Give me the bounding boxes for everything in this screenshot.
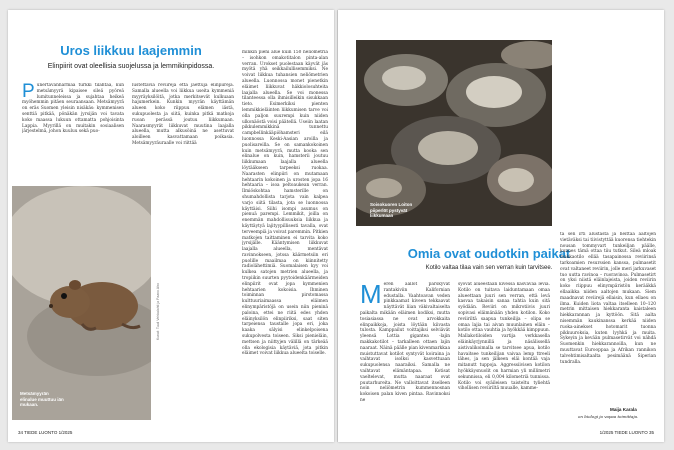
right-article-title: Omia ovat oudotkin paikat [407, 246, 571, 261]
left-article-title: Uros liikkuu laajemmin [60, 43, 202, 58]
right-column-2: syövät alueestaan kivessä kasvavaa leviä. Kotilo on tuitava laiduntamaan omaa alueettaan juuri sen verran, että levä kasvaa takaisin sanaa tahtia kuin sitä syödään. Reviiri on mikrotiivis juuri sopivasi eläimänään yhden kotilon. Koko reviiriltä saapua tunkeilija – olipa se omaa lajia tai aivan muunlainen eläin – kotilo ottaa vauhtia ja hyökkää kimppuun. Mallakotiloiden vartija verkkasella eläinkäyrjynnillä ja näsälissellä aistivalikoimalla se tarvitsee apua, kotilo havaitsee tunkeilijan vaivaa lemp ttreeli lähes, ja sen jälkeen eläi kontää vaja mitanutt tuppoja. Aggressiivisen kotilon hyökkäysnuolit on harmian yli millimetri sekunnissa, eli 0,004 kilometriä tunnissa. Kotilo voi syäileisen taisteltu tyliehtä vihollisen reviiriltä muualle, kamme- [458, 282, 550, 392]
left-page [8, 10, 334, 442]
left-article-deck: Elinpiirit ovat oleellisia suojelussa ja lemmikinpidossa. [47, 63, 215, 70]
right-article-deck: Kotilo valtaa tilaa vain sen verran kuin tarvitsee. [425, 265, 553, 271]
limpet-photo [356, 40, 552, 226]
right-page [338, 10, 664, 442]
left-column-3: minkin pieni alue kuin 150 neliömetriä – isohkon omakotitalon pinta-alan verran. Urokset puolestaan käyvät jäs myötä yhä seikkailullisemmiksi. Ne voivat liikkua tuhansien neliömetrien alueella. Luonnossa monet pienetkin eläimet liikkuvat häkkiolosuhteita laajalla alueella. Se voi monessa tilanteessa olla ihmisilleikin sisukkaan tieto. Esimerkiksi pienten lemmikkieläinten liikkumisen tarve voi olla paljon suurempi kuin niiden ulkonäöstä voisi päätellä. Useiin laatan pikkulemmikkinä tunnettu campbellinkääpiöhamsteri eilä luonnossa Keski-Aasian aroilla ja puolisareilla. Se on samankokoinen kuin metsämyyrä, mutta kooka sen elinalue on kuin, hamsterii joutuu liikkumaan laajalla alueella löytääkseen tarpeeksi ruokaa. Naarasten elinpiiri on mutamaan hehtaarin kokoinen ja urosten jopa 16 hehtaaria – isoa peltoaukean verran. Ilmiöskohtaa hamsterille on shumahdollista tarjota vain kalpea varjo siitä tilasta, jota se luonnossa käyttäisi. Siihi isompi asumus on pienuä parempi. Lemmikit, joilla on enemmän mahdollisuuksia liikkua ja käyttäytyä lajityypillisesti tavalla, ovat terveempiä ja voivat paremmin. Pitkien matkojen taittaminen ei tarvita koko jyrsijälle. Kääntymisen liikkuvat laajalla alueella, mentävat ravinnokseen, jotssa käärmetsiin eri puolille maailmaa on kiinnitetty radiolähettimiä. Suomalaisen kyy voi kulkea satojen metrien alueella, ja tropiikin suurten pyytoidenkäärmeiden elinpiirit ovat jopa kymmenien hehtaarien kokoisia. Ihminen toiminnan pirstomassa kulttuuriaimaassa eläimen elinympäristöjä on usein niin pieninä paloina, ettei ne riitä edes yhden eläinyksilön elinpiiriksi, saat siten tarpeiensa taustalle jopa eri, joka kaaka sälyisi elinkelpoisena sukupolvesta toiseen. Siksi pienieläin, mettsen ja niittyjen välillä on tärkeää olla ekologisia käytäviä, jota pitkin eläimet voivat liikkua alueelta toiselle. [242, 50, 328, 357]
left-page-footer: 34 TIEDE LUONTO 1/2025 [18, 430, 73, 435]
vole-photo-caption: Metsämyyrän elinalue muuttuu iän mukaan. [20, 391, 64, 407]
limpet-photo-caption: Soisokuoren Loiton piiperlöt pystyvät liikkumaan [370, 202, 413, 218]
vole-photo [12, 186, 151, 420]
photo-credit: Kuvat: Tuuli Vehkalahti ja Paavo Aho [156, 282, 160, 340]
right-column-1 [360, 282, 450, 430]
left-column-1-text: unertavanharmaa turkki tilahtaa, kun metsämyyrä kipaisee sileä pyöreä lumitunneleissa ja sujahtaa heikeä myöhemmin pitäen seuraansaan. Metsämyyrä on eräs Suomen yleisin nisäkäs: kymmenisen senttiä pitkää, pönäkän jyrsijän voi tavata koko maassa lukuun ottamatta pohjoisinta Lappia. Myyrillä on muitakin sosiaalisen järjestelmä, johon kuuluu sekä puo- [22, 83, 124, 135]
right-column-1-text: eren aallot pärskyvät rantakiviin Kalifornian edustalla. Vaahtoavan veden pinkkaamat kiveen tekkaavat näyttävät liian väkivaltaiselta paikalta mikään eläimen kodiksi, mutta tosiasiassa ne ovat arvokkaita elinpaikkoja, joista löytään kiivasta tulosta. Kamppailut voittajiksi selviävät yleensä Lottia gigantea -lajin makkakotilot – tarkalleen ottaen lajin naaraat. Näinä päälle pian kivenmarkkaa muistuttavat kotilot syntyvät koiraina ja vaihtavat isolksi kasvettuaan sukupuolensa naaraiksi. Samalla ne vaihtavat elämäntapaa. Kotisat vaeltelevat, mutta naaraat ovat puutarhureita. Ne valloittavat itselleen noin neliömetrin kummennosnan kokoisen palan kiven pintaa. Ravinnoksi ne [360, 282, 450, 403]
left-column-1 [22, 83, 124, 188]
right-page-footer: 1/2025 TIEDE LUONTO 35 [599, 430, 654, 435]
left-dropcap: P [22, 83, 35, 102]
left-column-2: lustettavia reviirejä että jaettuja elinpiirejä. Samalla alueella voi liikkua useita kymmeniä myyräyksilöitä, jotka merkitsevät kulkuaan hajumerkein. Kunkin myyrän käyttämän alueen koko riippuu elämen iästä, sukupuolesta ja siitä, kuinka pitkä matkoja ruoan perässä joutuu liikkumaan. Naarasmyyrät liikkuvat muutina laajalla alueella, mutta alkusöinä ne asettuvat aloilleen kasvattamaan poikasia. Metsämyyräuraalle voi riittää [132, 83, 234, 146]
limpet-illustration [356, 40, 552, 226]
right-dropcap: M [360, 282, 382, 309]
vole-illustration [12, 186, 151, 420]
author-role: on biologi ja vapaa toimittaja. [578, 414, 639, 419]
author-name: Maija Karala [610, 407, 637, 412]
right-column-3: ta sen irti alustasta ja heittää aaltojen vietäväksi tai tiivistyttää kuorensa tiehtekin nousan tommyvart tunkeiljan päälle, kunnes tämä ottaa tiiu tutkut. Sileä mloak makkaotilo ellää tasapainossa reviirinsä tarkoamien resurssien kanssa, pulmasetit ovat valtaneet reviirin, jolle meri jarkuvaset tuo uutta ravinoa – ruoravinoa. Pulmasetirt on yksi niistä eläinlajeista, joiden reviirin koko riippuu elinympäristön kerääkkä ellaaikka niiden aaltojen mukaan. Siem maadnavat reviirejä ellaisin, kun ellaeu on ilma. Kuiden liota valtaa itselleen 10–120 metrin mittaisen hiekkaranta kaistaleen hiekkarannan ja kyttöön. Sitä aalta nisemmän kaukinanssa kerkää niiden ruoka-ainekset hotomarit tuonna pikkuuroksia, kuten lyyhkä ja muita. Sykeyin ja kevään pulmasetirvät voi nähdä Suomenkin hiekkarannoilla, kun ne muuttavat Eurooppaa ja Afrikan rannikon talvehtimisaltaalta pesimäänä Siperian tundralla. [560, 232, 656, 365]
